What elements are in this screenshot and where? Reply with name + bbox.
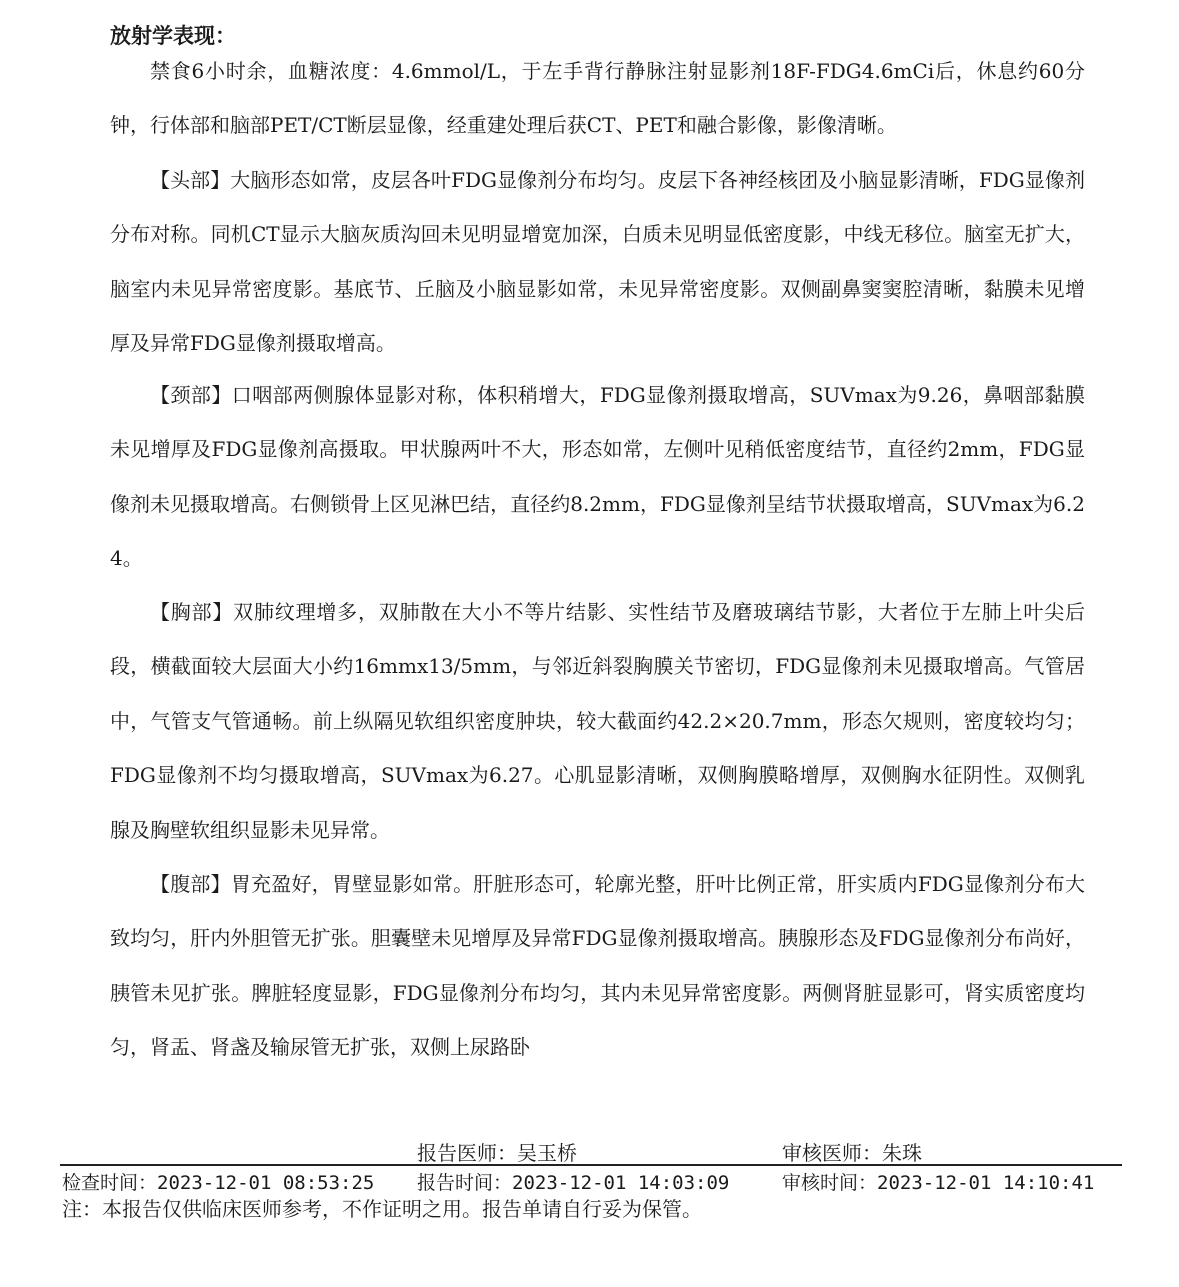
- report-doctor: 报告医师：吴玉桥: [417, 1141, 577, 1165]
- chest-findings-paragraph: 【胸部】双肺纹理增多，双肺散在大小不等片结影、实性结节及磨玻璃结节影，大者位于左肺上叶尖后段，横截面较大层面大小约16mmx13/5mm，与邻近斜裂胸膜关节密切，FDG显像剂未见摄取增高。气管居中，气管支气管通畅。前上纵隔见软组织密度肿块，较大截面约42.2×20.7mm，形态欠规则，密度较均匀；FDG显像剂不均匀摄取增高，SUVmax为6.27。心肌显影清晰，双侧胸膜略增厚，双侧胸水征阴性。双侧乳腺及胸壁软组织显影未见异常。: [110, 600, 1085, 842]
- section-title: 放射学表现：: [110, 24, 236, 48]
- neck-findings-paragraph: 【颈部】口咽部两侧腺体显影对称，体积稍增大，FDG显像剂摄取增高，SUVmax为9.26，鼻咽部黏膜未见增厚及FDG显像剂高摄取。甲状腺两叶不大，形态如常，左侧叶见稍低密度结节，直径约2mm，FDG显像剂未见摄取增高。右侧锁骨上区见淋巴结，直径约8.2mm，FDG显像剂呈结节状摄取增高，SUVmax为6.24。: [110, 383, 1085, 571]
- report-time: 报告时间：2023-12-01 14:03:09: [417, 1172, 730, 1194]
- head-findings-paragraph: 【头部】大脑形态如常，皮层各叶FDG显像剂分布均匀。皮层下各神经核团及小脑显影清晰，FDG显像剂分布对称。同机CT显示大脑灰质沟回未见明显增宽加深，白质未见明显低密度影，中线无移位。脑室无扩大，脑室内未见异常密度影。基底节、丘脑及小脑显影如常，未见异常密度影。双侧副鼻窦窦腔清晰，黏膜未见增厚及异常FDG显像剂摄取增高。: [110, 168, 1085, 356]
- review-time: 审核时间：2023-12-01 14:10:41: [782, 1172, 1095, 1194]
- intro-paragraph: 禁食6小时余，血糖浓度：4.6mmol/L，于左手背行静脉注射显影剂18F-FDG4.6mCi后，休息约60分钟，行体部和脑部PET/CT断层显像，经重建处理后获CT、PET和融合影像，影像清晰。: [110, 59, 1085, 138]
- review-doctor: 审核医师：朱珠: [782, 1141, 922, 1165]
- abdomen-findings-paragraph: 【腹部】胃充盈好，胃壁显影如常。肝脏形态可，轮廓光整，肝叶比例正常，肝实质内FDG显像剂分布大致均匀，肝内外胆管无扩张。胆囊壁未见增厚及异常FDG显像剂摄取增高。胰腺形态及FDG显像剂分布尚好，胰管未见扩张。脾脏轻度显影，FDG显像剂分布均匀，其内未见异常密度影。两侧肾脏显影可，肾实质密度均匀，肾盂、肾盏及输尿管无扩张，双侧上尿路卧: [110, 872, 1085, 1060]
- exam-time: 检查时间：2023-12-01 08:53:25: [62, 1172, 375, 1194]
- disclaimer-note: 注：本报告仅供临床医师参考，不作证明之用。报告单请自行妥为保管。: [62, 1197, 702, 1221]
- timestamp-row: [62, 1170, 1124, 1196]
- footer-divider: [60, 1164, 1122, 1166]
